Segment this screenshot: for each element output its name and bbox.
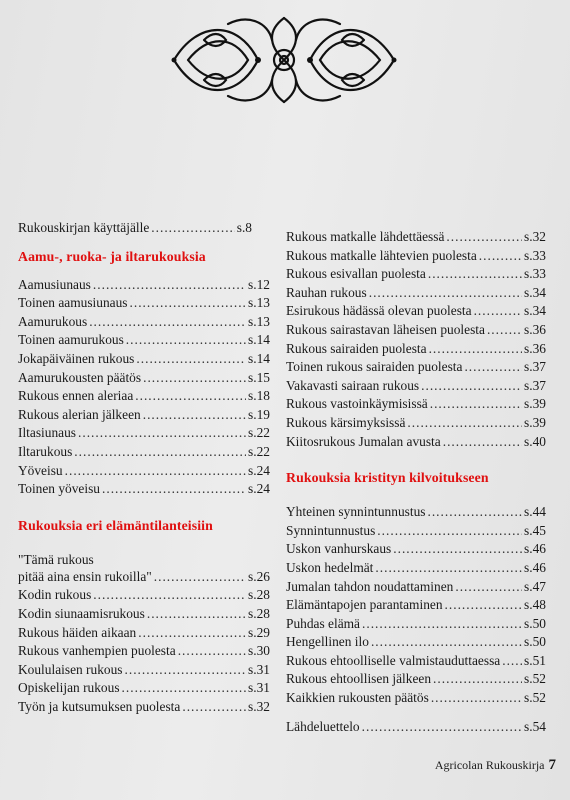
dot-leader xyxy=(122,680,247,696)
entry-page: s.47 xyxy=(524,578,546,594)
entry-title: Kodin siunaamisrukous xyxy=(18,605,145,621)
entry-page: s.37 xyxy=(524,359,546,375)
entry-title: Rukous kärsimyksissä xyxy=(286,414,406,430)
entry-page: s.32 xyxy=(248,698,270,714)
quote-entry-line1[interactable]: "Tämä rukous xyxy=(18,551,94,567)
entry-page: s.48 xyxy=(524,597,546,613)
entry-title: Kodin rukous xyxy=(18,587,92,603)
dot-leader xyxy=(89,314,246,330)
entry-title: Lähdeluettelo xyxy=(286,718,360,734)
entry-page: s.52 xyxy=(524,671,546,687)
dot-leader xyxy=(93,587,246,603)
dot-leader xyxy=(428,266,522,282)
entry-page: s.14 xyxy=(248,350,270,366)
entry-title: Elämäntapojen parantaminen xyxy=(286,597,443,613)
dot-leader xyxy=(78,425,246,441)
dot-leader xyxy=(479,248,522,264)
toc-entry[interactable] xyxy=(286,322,546,341)
entry-page: s.45 xyxy=(524,522,546,538)
entry-page: s.18 xyxy=(248,388,270,404)
entry-title: Rauhan rukous xyxy=(286,284,367,300)
entry-page: s.31 xyxy=(248,680,270,696)
dot-leader xyxy=(445,597,523,613)
dot-leader xyxy=(446,229,522,245)
dot-leader xyxy=(430,396,522,412)
toc-entry[interactable] xyxy=(18,444,270,463)
dot-leader xyxy=(427,504,522,520)
dot-leader xyxy=(126,332,246,348)
entry-page: s.13 xyxy=(248,313,270,329)
entry-page: s.33 xyxy=(524,247,546,263)
entry-page: s.24 xyxy=(248,462,270,478)
toc-entry[interactable] xyxy=(18,388,270,407)
entry-title: Iltarukous xyxy=(18,443,73,459)
entry-title: Esirukous hädässä olevan puolesta xyxy=(286,303,472,319)
entry-title: Työn ja kutsumuksen puolesta xyxy=(18,698,181,714)
entry-title: Rukous esivallan puolesta xyxy=(286,266,426,282)
quote-entry-line2[interactable] xyxy=(18,569,270,588)
toc-entry[interactable] xyxy=(286,359,546,378)
entry-title: Uskon vanhurskaus xyxy=(286,541,392,557)
entry-page: s.22 xyxy=(248,425,270,441)
entry-title: Yhteinen synnintunnustus xyxy=(286,504,426,520)
entry-title: Jokapäiväinen rukous xyxy=(18,350,135,366)
entry-page: s.24 xyxy=(248,481,270,497)
dot-leader xyxy=(138,625,246,641)
dot-leader xyxy=(136,351,246,367)
dot-leader xyxy=(362,719,522,735)
toc-entry[interactable] xyxy=(286,541,546,560)
entry-title: Rukous alerian jälkeen xyxy=(18,406,141,422)
toc-entry[interactable] xyxy=(18,699,270,718)
dot-leader xyxy=(154,569,246,585)
dot-leader xyxy=(421,378,522,394)
entry-title: Toinen aamusiunaus xyxy=(18,295,128,311)
entry-page: s.39 xyxy=(524,396,546,412)
toc-entry[interactable] xyxy=(18,625,270,644)
entry-title: Rukous matkalle lähtevien puolesta xyxy=(286,247,477,263)
dot-leader xyxy=(431,690,522,706)
dot-leader xyxy=(147,606,246,622)
entry-page: s.26 xyxy=(248,568,270,584)
toc-entry[interactable] xyxy=(18,481,270,500)
toc-entry[interactable] xyxy=(286,634,546,653)
decorative-knot-ornament-icon xyxy=(168,10,400,110)
entry-title: Opiskelijan rukous xyxy=(18,680,120,696)
toc-entry[interactable] xyxy=(286,303,546,322)
entry-title: Jumalan tahdon noudattaminen xyxy=(286,578,454,594)
toc-entry[interactable] xyxy=(18,643,270,662)
toc-entry[interactable] xyxy=(18,407,270,426)
entry-page: s.30 xyxy=(248,643,270,659)
entry-page: s.14 xyxy=(248,332,270,348)
entry-title: Synnintunnustus xyxy=(286,522,376,538)
toc-entry[interactable] xyxy=(286,690,546,709)
entry-title: Yöveisu xyxy=(18,462,63,478)
dot-leader xyxy=(375,560,522,576)
dot-leader xyxy=(455,579,522,595)
toc-entry[interactable] xyxy=(18,662,270,681)
entry-title: Uskon hedelmät xyxy=(286,559,374,575)
footer-book-title: Agricolan Rukouskirja xyxy=(434,758,545,772)
dot-leader xyxy=(135,388,246,404)
entry-page: s.36 xyxy=(524,321,546,337)
toc-entry[interactable] xyxy=(18,314,270,333)
toc-entry-intro[interactable] xyxy=(18,220,252,239)
dot-leader xyxy=(143,407,246,423)
dot-leader xyxy=(474,303,522,319)
dot-leader xyxy=(143,370,246,386)
entry-title: Rukous sairaiden puolesta xyxy=(286,340,427,356)
section1-entries xyxy=(18,277,270,500)
entry-page: s.31 xyxy=(248,661,270,677)
toc-entry[interactable] xyxy=(18,463,270,482)
dot-leader xyxy=(151,220,234,236)
dot-leader xyxy=(393,541,522,557)
entry-title: Toinen yöveisu xyxy=(18,481,100,497)
page-footer xyxy=(435,757,556,774)
toc-entry[interactable] xyxy=(18,332,270,351)
toc-entry[interactable] xyxy=(286,616,546,635)
entry-page: s.22 xyxy=(248,443,270,459)
dot-leader xyxy=(369,285,522,301)
toc-right-column xyxy=(286,229,546,737)
dot-leader xyxy=(125,662,247,678)
entry-page: s.54 xyxy=(524,718,546,734)
entry-page: s.32 xyxy=(524,229,546,244)
dot-leader xyxy=(362,616,522,632)
entry-title: Rukous ennen aleriaa xyxy=(18,388,134,404)
dot-leader xyxy=(433,671,522,687)
dot-leader xyxy=(74,444,246,460)
entry-page: s.8 xyxy=(236,220,252,235)
dot-leader xyxy=(429,341,522,357)
entry-page: s.46 xyxy=(524,559,546,575)
entry-title: Toinen rukous sairaiden puolesta xyxy=(286,359,463,375)
entry-title: Iltasiunaus xyxy=(18,425,77,441)
toc-left-column xyxy=(18,220,270,717)
entry-title: Aamurukous xyxy=(18,313,88,329)
section-heading-christian-striving: Rukouksia kristityn kilvoitukseen xyxy=(286,470,489,486)
toc-entry[interactable] xyxy=(286,378,546,397)
entry-title: pitää aina ensin rukoilla" xyxy=(18,568,152,584)
entry-title: Aamurukousten päätös xyxy=(18,369,142,385)
dot-leader xyxy=(102,481,246,497)
dot-leader xyxy=(443,434,522,450)
entry-page: s.39 xyxy=(524,414,546,430)
entry-page: s.12 xyxy=(248,276,270,292)
entry-page: s.37 xyxy=(524,377,546,393)
dot-leader xyxy=(130,295,247,311)
dot-leader xyxy=(502,653,522,669)
page-number: 7 xyxy=(548,757,556,773)
entry-page: s.28 xyxy=(248,605,270,621)
entry-title: Rukouskirjan käyttäjälle xyxy=(18,220,150,235)
entry-title: Rukous matkalle lähdettäessä xyxy=(286,229,445,244)
dot-leader xyxy=(407,415,522,431)
entry-page: s.19 xyxy=(248,406,270,422)
entry-title: Vakavasti sairaan rukous xyxy=(286,377,420,393)
entry-page: s.46 xyxy=(524,541,546,557)
dot-leader xyxy=(178,643,246,659)
toc-entry[interactable] xyxy=(18,425,270,444)
toc-entry[interactable] xyxy=(286,248,546,267)
entry-title: Rukous vanhempien puolesta xyxy=(18,643,176,659)
entry-title: Rukous ehtoollisen jälkeen xyxy=(286,671,432,687)
toc-entry[interactable] xyxy=(286,579,546,598)
toc-entry[interactable] xyxy=(18,295,270,314)
dot-leader xyxy=(65,463,246,479)
section-heading-life-situations: Rukouksia eri elämäntilanteisiin xyxy=(18,517,213,533)
entry-title: Kaikkien rukousten päätös xyxy=(286,690,429,706)
dot-leader xyxy=(464,359,522,375)
toc-entry[interactable] xyxy=(18,370,270,389)
section-heading-morning-evening: Aamu-, ruoka- ja iltarukouksia xyxy=(18,248,206,264)
entry-page: s.28 xyxy=(248,587,270,603)
entry-title: Rukous sairastavan läheisen puolesta xyxy=(286,321,485,337)
entry-title: Koululaisen rukous xyxy=(18,661,123,677)
entry-title: Rukous vastoinkäymisissä xyxy=(286,396,428,412)
dot-leader xyxy=(93,277,246,293)
dot-leader xyxy=(377,523,522,539)
toc-entry[interactable] xyxy=(18,680,270,699)
toc-entry[interactable] xyxy=(286,653,546,672)
entry-page: s.36 xyxy=(524,340,546,356)
entry-page: s.34 xyxy=(524,303,546,319)
entry-page: s.40 xyxy=(524,433,546,449)
toc-entry[interactable] xyxy=(286,229,546,248)
toc-entry[interactable] xyxy=(286,560,546,579)
entry-page: s.13 xyxy=(248,295,270,311)
entry-page: s.50 xyxy=(524,634,546,650)
entry-page: s.15 xyxy=(248,369,270,385)
entry-page: s.44 xyxy=(524,504,546,520)
entry-title: Rukous häiden aikaan xyxy=(18,624,137,640)
toc-entry[interactable] xyxy=(286,523,546,542)
entry-page: s.34 xyxy=(524,284,546,300)
entry-page: s.33 xyxy=(524,266,546,282)
toc-entry[interactable] xyxy=(286,434,546,453)
toc-entry[interactable] xyxy=(286,396,546,415)
dot-leader xyxy=(182,699,246,715)
entry-title: Aamusiunaus xyxy=(18,276,91,292)
toc-entry[interactable] xyxy=(286,671,546,690)
toc-entry-bibliography[interactable] xyxy=(286,719,546,738)
entry-title: Hengellinen ilo xyxy=(286,634,369,650)
toc-entry[interactable] xyxy=(286,415,546,434)
entry-page: s.51 xyxy=(524,652,546,668)
toc-entry[interactable] xyxy=(286,504,546,523)
entry-title: Kiitosrukous Jumalan avusta xyxy=(286,433,441,449)
toc-entry[interactable] xyxy=(286,341,546,360)
toc-entry[interactable] xyxy=(18,606,270,625)
dot-leader xyxy=(371,634,522,650)
toc-entry[interactable] xyxy=(18,277,270,296)
entry-title: Toinen aamurukous xyxy=(18,332,124,348)
toc-entry[interactable] xyxy=(18,351,270,370)
dot-leader xyxy=(487,322,522,338)
entry-page: s.52 xyxy=(524,690,546,706)
toc-entry[interactable] xyxy=(18,587,270,606)
toc-entry[interactable] xyxy=(286,597,546,616)
toc-entry[interactable] xyxy=(286,285,546,304)
entry-page: s.50 xyxy=(524,615,546,631)
entry-page: s.29 xyxy=(248,624,270,640)
entry-title: Rukous ehtoolliselle valmistauduttaessa xyxy=(286,652,501,668)
entry-title: Puhdas elämä xyxy=(286,615,361,631)
toc-entry[interactable] xyxy=(286,266,546,285)
